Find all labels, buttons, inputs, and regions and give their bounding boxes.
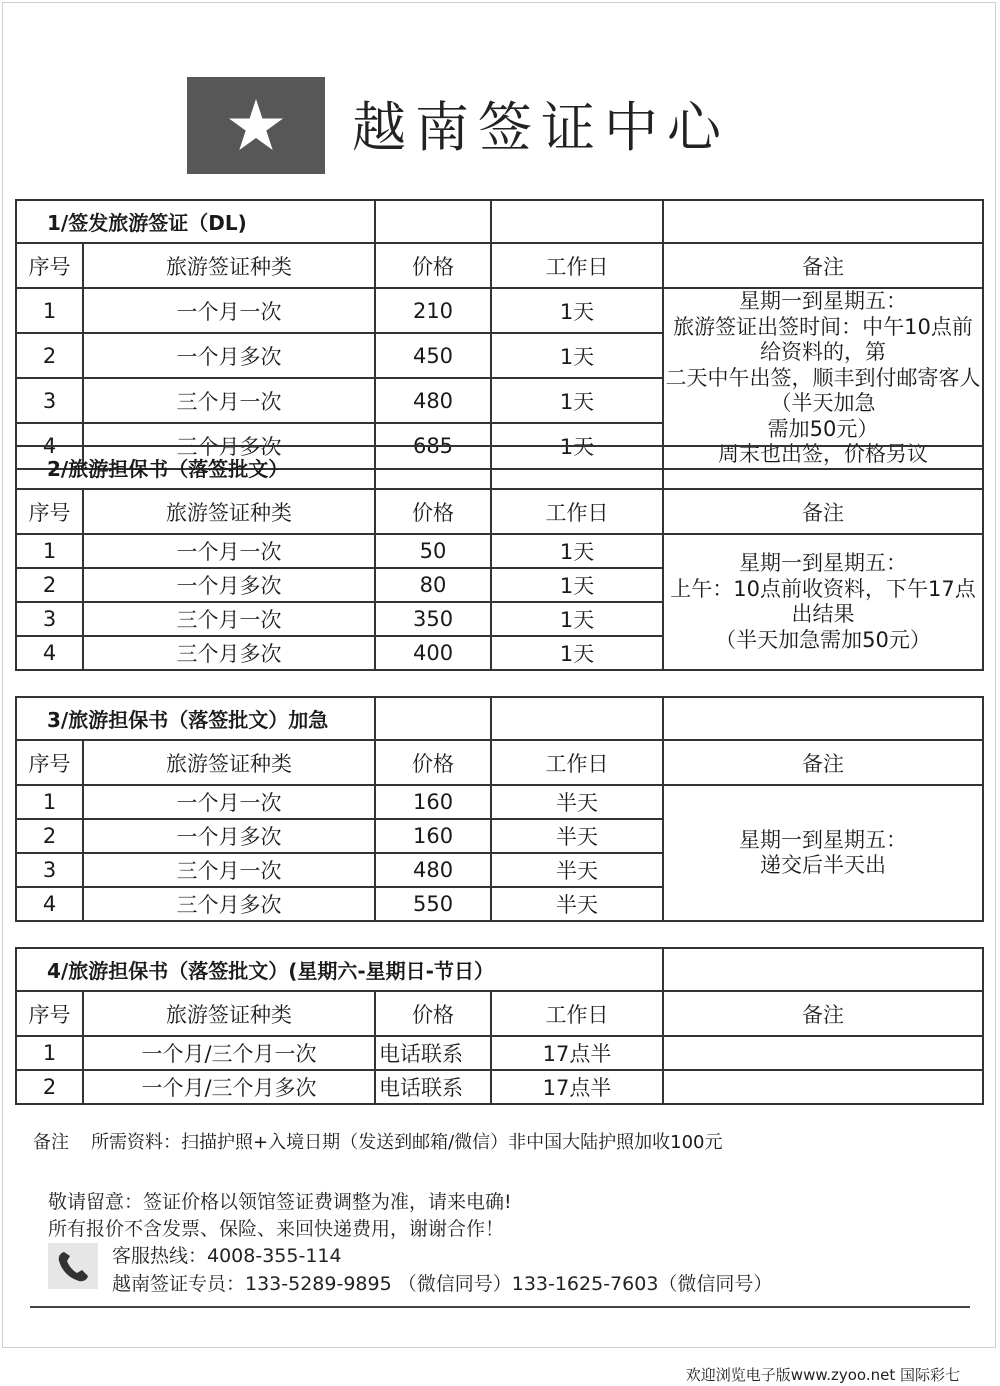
col-header-price: 价格 xyxy=(375,243,491,288)
col-header-workday: 工作日 xyxy=(491,740,663,785)
table-row xyxy=(16,785,983,819)
cell-no: 4 xyxy=(16,423,83,468)
remark-line: 递交后半天出 xyxy=(760,853,887,877)
visa-table-4 xyxy=(15,947,984,1105)
cell-no: 1 xyxy=(16,1036,83,1070)
col-header-no: 序号 xyxy=(16,489,83,534)
phone-icon xyxy=(48,1243,98,1289)
notice-line: 所有报价不含发票、保险、来回快递费用，谢谢合作！ xyxy=(48,1218,505,1240)
cell-type: 一个月多次 xyxy=(83,333,375,378)
section-title: 4/旅游担保书（落签批文）(星期六-星期日-节日） xyxy=(16,948,663,991)
requirements-note xyxy=(33,1128,723,1154)
remark-line: 需加50元） xyxy=(767,416,879,441)
table-row xyxy=(16,1036,983,1070)
cell-price: 480 xyxy=(375,853,491,887)
col-header-workday: 工作日 xyxy=(491,991,663,1036)
table-row xyxy=(16,1070,983,1104)
cell-no: 3 xyxy=(16,853,83,887)
cell-workday: 半天 xyxy=(491,887,663,921)
col-header-price: 价格 xyxy=(375,740,491,785)
cell-workday: 1天 xyxy=(491,534,663,568)
cell-no: 1 xyxy=(16,785,83,819)
cell-type: 一个月/三个月多次 xyxy=(83,1070,375,1104)
section-title: 3/旅游担保书（落签批文）加急 xyxy=(16,697,375,740)
cell-type: 一个月一次 xyxy=(83,785,375,819)
cell-price: 电话联系 xyxy=(375,1036,491,1070)
cell-workday: 1天 xyxy=(491,602,663,636)
cell-workday: 1天 xyxy=(491,333,663,378)
remark-cell xyxy=(663,288,983,469)
cell-price: 450 xyxy=(375,333,491,378)
remark-cell xyxy=(663,534,983,670)
remark-cell xyxy=(663,785,983,921)
cell-price: 160 xyxy=(375,819,491,853)
col-header-price: 价格 xyxy=(375,991,491,1036)
cell-no: 2 xyxy=(16,568,83,602)
cell-type: 三个月多次 xyxy=(83,423,375,468)
cell-type: 三个月多次 xyxy=(83,636,375,670)
note-label: 备注 xyxy=(33,1132,69,1153)
cell-no: 4 xyxy=(16,887,83,921)
hotline: 客服热线：4008-355-114 xyxy=(112,1245,342,1267)
cell-price: 210 xyxy=(375,288,491,333)
cell-no: 1 xyxy=(16,288,83,333)
cell-type: 一个月多次 xyxy=(83,819,375,853)
cell-workday: 17点半 xyxy=(491,1070,663,1104)
cell-price: 160 xyxy=(375,785,491,819)
cell-price: 电话联系 xyxy=(375,1070,491,1104)
footer-text: 欢迎浏览电子版www.zyoo.net 国际彩七 xyxy=(685,1366,960,1384)
cell-no: 2 xyxy=(16,1070,83,1104)
remark-line: 周末也出签，价格另议 xyxy=(718,442,928,466)
cell-no: 3 xyxy=(16,602,83,636)
col-header-price: 价格 xyxy=(375,489,491,534)
divider xyxy=(30,1306,970,1308)
cell-workday: 17点半 xyxy=(491,1036,663,1070)
cell-no: 2 xyxy=(16,333,83,378)
cell-price: 350 xyxy=(375,602,491,636)
cell-workday: 1天 xyxy=(491,636,663,670)
cell-type: 三个月一次 xyxy=(83,853,375,887)
cell-type: 三个月一次 xyxy=(83,602,375,636)
col-header-remark: 备注 xyxy=(663,740,983,785)
visa-table-3 xyxy=(15,696,984,922)
col-header-no: 序号 xyxy=(16,243,83,288)
cell-type: 三个月多次 xyxy=(83,887,375,921)
col-header-type: 旅游签证种类 xyxy=(83,991,375,1036)
logo xyxy=(187,77,325,174)
cell-workday: 半天 xyxy=(491,785,663,819)
col-header-type: 旅游签证种类 xyxy=(83,740,375,785)
cell-workday: 1天 xyxy=(491,378,663,423)
cell-no: 4 xyxy=(16,636,83,670)
page-title: 越南签证中心 xyxy=(352,96,730,159)
section-title: 1/签发旅游签证（DL) xyxy=(16,200,375,243)
cell-workday: 半天 xyxy=(491,819,663,853)
cell-no: 1 xyxy=(16,534,83,568)
remark-line: 星期一到星期五： xyxy=(739,827,908,852)
cell-type: 三个月一次 xyxy=(83,378,375,423)
remark-line: （半天加急需加50元） xyxy=(715,627,931,652)
cell-no: 2 xyxy=(16,819,83,853)
cell-type: 一个月/三个月一次 xyxy=(83,1036,375,1070)
col-header-remark: 备注 xyxy=(663,991,983,1036)
col-header-type: 旅游签证种类 xyxy=(83,243,375,288)
cell-price: 80 xyxy=(375,568,491,602)
table-row xyxy=(16,534,983,568)
cell-price: 50 xyxy=(375,534,491,568)
table-row xyxy=(16,288,983,333)
cell-workday: 1天 xyxy=(491,423,663,468)
cell-no: 3 xyxy=(16,378,83,423)
cell-workday: 1天 xyxy=(491,288,663,333)
cell-workday: 半天 xyxy=(491,853,663,887)
col-header-no: 序号 xyxy=(16,991,83,1036)
col-header-workday: 工作日 xyxy=(491,243,663,288)
col-header-remark: 备注 xyxy=(663,243,983,288)
visa-table-2 xyxy=(15,445,984,671)
remark-line: 二天中午出签，顺丰到付邮寄客人（半天加急 xyxy=(665,365,981,415)
col-header-type: 旅游签证种类 xyxy=(83,489,375,534)
visa-table-1 xyxy=(15,199,984,470)
visa-specialist: 越南签证专员：133-5289-9895 （微信同号）133-1625-7603（微信同号） xyxy=(112,1273,773,1295)
remark-line: 星期一到星期五： xyxy=(739,289,907,313)
star-icon xyxy=(229,99,283,151)
cell-price: 480 xyxy=(375,378,491,423)
cell-price: 400 xyxy=(375,636,491,670)
cell-workday: 1天 xyxy=(491,568,663,602)
cell-price: 685 xyxy=(375,423,491,468)
cell-price: 550 xyxy=(375,887,491,921)
col-header-no: 序号 xyxy=(16,740,83,785)
note-text: 所需资料：扫描护照+入境日期（发送到邮箱/微信）非中国大陆护照加收100元 xyxy=(91,1132,723,1153)
section-title: 2/旅游担保书（落签批文） xyxy=(16,446,375,489)
col-header-workday: 工作日 xyxy=(491,489,663,534)
cell-type: 一个月一次 xyxy=(83,288,375,333)
remark-line: 星期一到星期五： xyxy=(739,551,908,575)
remark-line: 上午：10点前收资料，下午17点出结果 xyxy=(670,576,976,626)
notice-line: 敬请留意：签证价格以领馆签证费调整为准，请来电确! xyxy=(48,1191,512,1213)
col-header-remark: 备注 xyxy=(663,489,983,534)
remark-line: 旅游签证出签时间：中午10点前给资料的，第 xyxy=(673,314,973,364)
cell-type: 一个月多次 xyxy=(83,568,375,602)
cell-type: 一个月一次 xyxy=(83,534,375,568)
